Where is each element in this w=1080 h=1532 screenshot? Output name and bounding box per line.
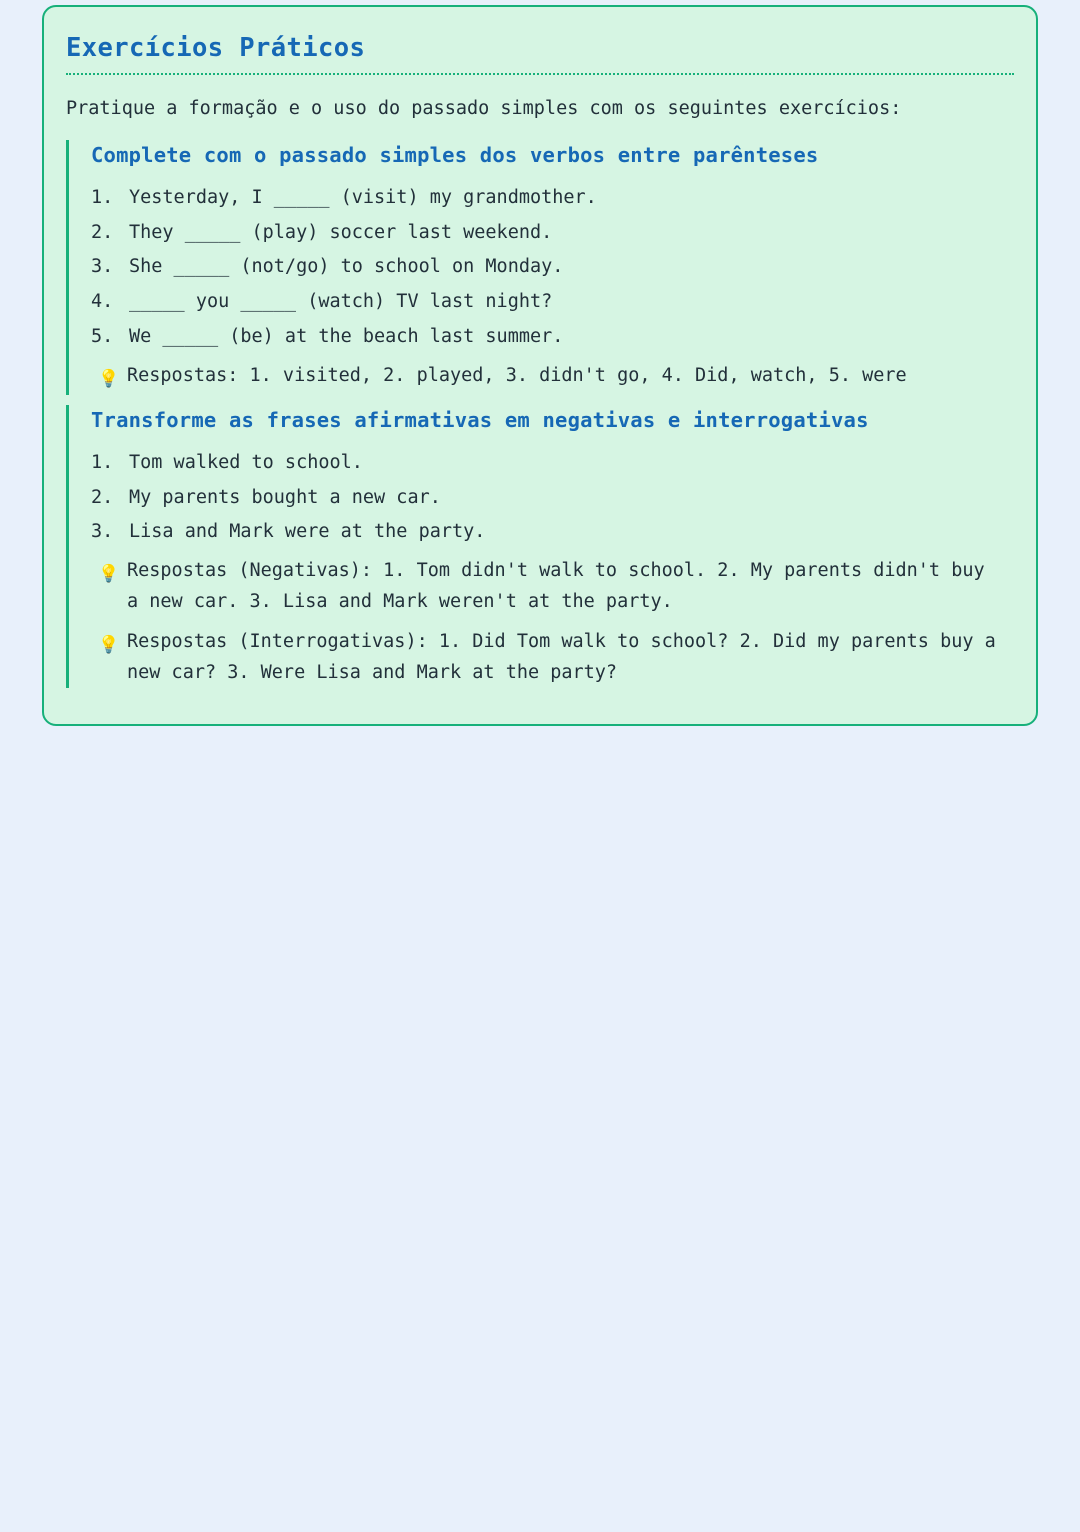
question-number: 1. [91, 186, 114, 208]
list-item [91, 446, 1014, 481]
answer-text: Respostas: 1. visited, 2. played, 3. didn't go, 4. Did, watch, 5. were [127, 364, 907, 386]
question-number: 3. [91, 521, 114, 543]
intro-paragraph: Pratique a formação e o uso do passado simples com os seguintes exercícios: [66, 98, 902, 119]
question-number: 3. [91, 256, 114, 278]
lightbulb-icon: 💡 [98, 635, 120, 656]
question-text: They _____ (play) soccer last weekend. [129, 221, 553, 243]
question-text: My parents bought a new car. [129, 486, 441, 508]
question-list [91, 446, 1014, 550]
answer-row [91, 556, 1014, 617]
page-title: Exercícios Práticos [66, 33, 366, 63]
question-list [91, 181, 1014, 355]
question-text: She _____ (not/go) to school on Monday. [129, 256, 564, 278]
list-item [91, 285, 1014, 320]
exercise-heading: Transforme as frases afirmativas em negativas e interrogativas [91, 408, 869, 433]
question-number: 4. [91, 291, 114, 313]
question-text: Tom walked to school. [129, 451, 363, 473]
list-item [91, 250, 1014, 285]
question-number: 2. [91, 486, 114, 508]
question-text: We _____ (be) at the beach last summer. [129, 325, 564, 347]
answer-row [91, 361, 1014, 395]
answer-row [91, 627, 1014, 688]
lightbulb-icon: 💡 [98, 564, 120, 585]
list-item [91, 320, 1014, 355]
question-number: 2. [91, 221, 114, 243]
exercise-block [66, 140, 1014, 395]
lightbulb-icon: 💡 [98, 368, 120, 389]
practical-exercises-card [42, 5, 1038, 726]
question-text: _____ you _____ (watch) TV last night? [129, 291, 553, 313]
answer-text: Respostas (Negativas): 1. Tom didn't walk to school. 2. My parents didn't buy a new car. 3. Lisa and Mark weren't at the party. [127, 560, 985, 612]
question-number: 5. [91, 325, 114, 347]
list-item [91, 481, 1014, 516]
title-divider [66, 73, 1014, 75]
question-number: 1. [91, 451, 114, 473]
list-item [91, 216, 1014, 251]
question-text: Yesterday, I _____ (visit) my grandmother. [129, 186, 597, 208]
exercise-heading: Complete com o passado simples dos verbos entre parênteses [91, 143, 819, 168]
exercise-block [66, 405, 1014, 688]
document-page [0, 5, 1080, 1532]
question-text: Lisa and Mark were at the party. [129, 521, 486, 543]
list-item [91, 181, 1014, 216]
answer-text: Respostas (Interrogativas): 1. Did Tom walk to school? 2. Did my parents buy a new car? 3. Were Lisa and Mark at the party? [127, 631, 996, 683]
list-item [91, 515, 1014, 550]
